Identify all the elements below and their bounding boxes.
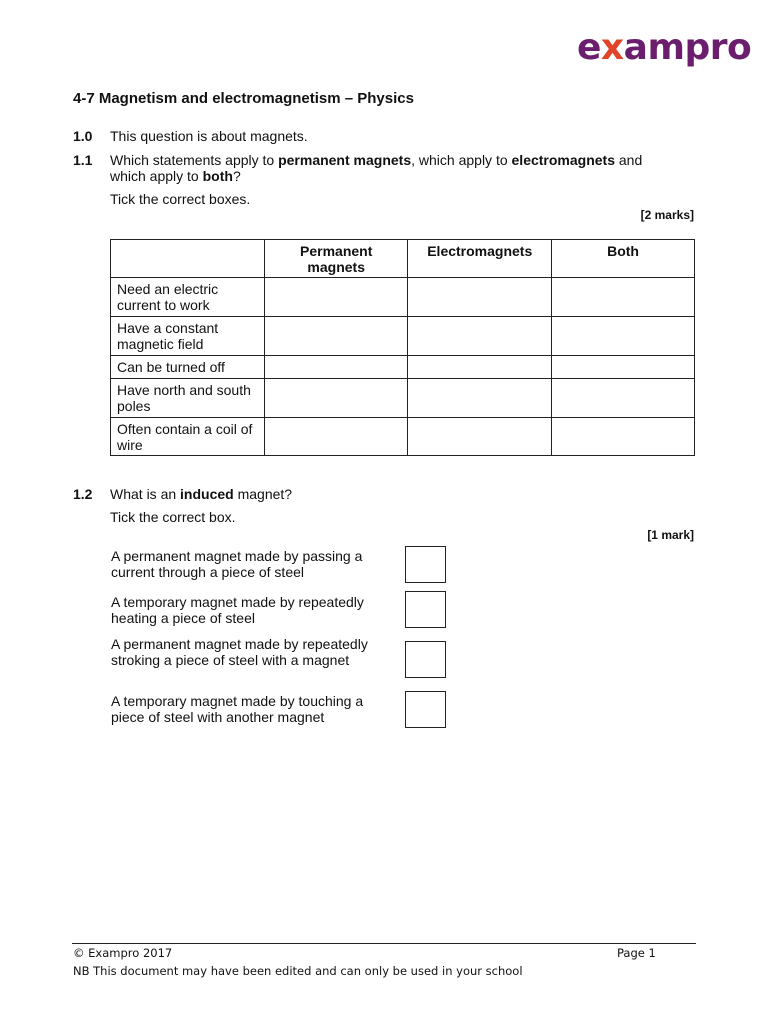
tick-cell[interactable] bbox=[552, 278, 695, 317]
table-header-electromagnets: Electromagnets bbox=[408, 240, 552, 278]
option-checkbox[interactable] bbox=[405, 641, 446, 678]
option-text: A permanent magnet made by passing a current through a piece of steel bbox=[111, 548, 363, 580]
tick-cell[interactable] bbox=[552, 379, 695, 418]
q11-instruction: Tick the correct boxes. bbox=[110, 191, 251, 207]
q12-bold-induced: induced bbox=[180, 486, 234, 502]
logo-x: x bbox=[600, 27, 624, 68]
statement-cell: Can be turned off bbox=[111, 356, 265, 379]
option-checkbox[interactable] bbox=[405, 591, 446, 628]
table-row bbox=[111, 317, 695, 356]
option-checkbox[interactable] bbox=[405, 546, 446, 583]
question-text-1-2 bbox=[110, 486, 292, 502]
question-number-1-2: 1.2 bbox=[73, 486, 93, 502]
table-row bbox=[111, 356, 695, 379]
tick-cell[interactable] bbox=[408, 379, 552, 418]
q11-marks: [2 marks] bbox=[640, 208, 694, 222]
q11-text-part: which apply to bbox=[110, 168, 203, 184]
q12-text-part: What is an bbox=[110, 486, 181, 502]
q11-bold-permanent: permanent magnets bbox=[278, 152, 412, 168]
table-header-permanent: Permanent magnets bbox=[265, 240, 408, 278]
statement-cell: Have a constant magnetic field bbox=[111, 317, 265, 356]
tick-cell[interactable] bbox=[552, 317, 695, 356]
question-text-1-0: This question is about magnets. bbox=[110, 128, 308, 144]
question-number-1-1: 1.1 bbox=[73, 152, 93, 168]
statements-table bbox=[110, 239, 695, 456]
table-row bbox=[111, 278, 695, 317]
option-checkbox[interactable] bbox=[405, 691, 446, 728]
tick-cell[interactable] bbox=[265, 278, 408, 317]
tick-cell[interactable] bbox=[265, 418, 408, 456]
q11-text-part: Which statements apply to bbox=[110, 152, 279, 168]
exampro-logo bbox=[577, 26, 751, 70]
tick-cell[interactable] bbox=[408, 356, 552, 379]
statement-cell: Have north and south poles bbox=[111, 379, 265, 418]
statement-cell: Need an electric current to work bbox=[111, 278, 265, 317]
q11-bold-both: both bbox=[202, 168, 233, 184]
table-header-row bbox=[111, 240, 695, 278]
table-row bbox=[111, 418, 695, 456]
footer-divider bbox=[72, 943, 696, 944]
table-header-blank bbox=[111, 240, 265, 278]
q11-text-part: , which apply to bbox=[411, 152, 512, 168]
logo-e: e bbox=[577, 27, 601, 68]
footer-copyright: © Exampro 2017 bbox=[73, 946, 173, 960]
page-title: 4-7 Magnetism and electromagnetism – Physics bbox=[73, 90, 414, 107]
question-text-1-1 bbox=[110, 152, 670, 184]
tick-cell[interactable] bbox=[408, 317, 552, 356]
tick-cell[interactable] bbox=[265, 379, 408, 418]
tick-cell[interactable] bbox=[408, 278, 552, 317]
tick-cell[interactable] bbox=[265, 356, 408, 379]
tick-cell[interactable] bbox=[552, 356, 695, 379]
statement-cell: Often contain a coil of wire bbox=[111, 418, 265, 456]
q12-text-part: magnet? bbox=[233, 486, 293, 502]
q11-text-part: and bbox=[615, 152, 643, 168]
option-text: A temporary magnet made by repeatedly heating a piece of steel bbox=[111, 594, 364, 626]
q11-text-part: ? bbox=[232, 168, 241, 184]
table-header-both: Both bbox=[552, 240, 695, 278]
q12-instruction: Tick the correct box. bbox=[110, 509, 236, 525]
question-number-1-0: 1.0 bbox=[73, 128, 93, 144]
tick-cell[interactable] bbox=[552, 418, 695, 456]
tick-cell[interactable] bbox=[408, 418, 552, 456]
q11-bold-electromagnets: electromagnets bbox=[511, 152, 615, 168]
footer-page-number: Page 1 bbox=[617, 946, 656, 960]
option-text: A permanent magnet made by repeatedly stroking a piece of steel with a magnet bbox=[111, 636, 368, 668]
table-row bbox=[111, 379, 695, 418]
logo-rest: ampro bbox=[623, 27, 752, 68]
q12-marks: [1 mark] bbox=[647, 528, 694, 542]
tick-cell[interactable] bbox=[265, 317, 408, 356]
footer-note: NB This document may have been edited and can only be used in your school bbox=[73, 964, 523, 978]
option-text: A temporary magnet made by touching a piece of steel with another magnet bbox=[111, 693, 364, 725]
